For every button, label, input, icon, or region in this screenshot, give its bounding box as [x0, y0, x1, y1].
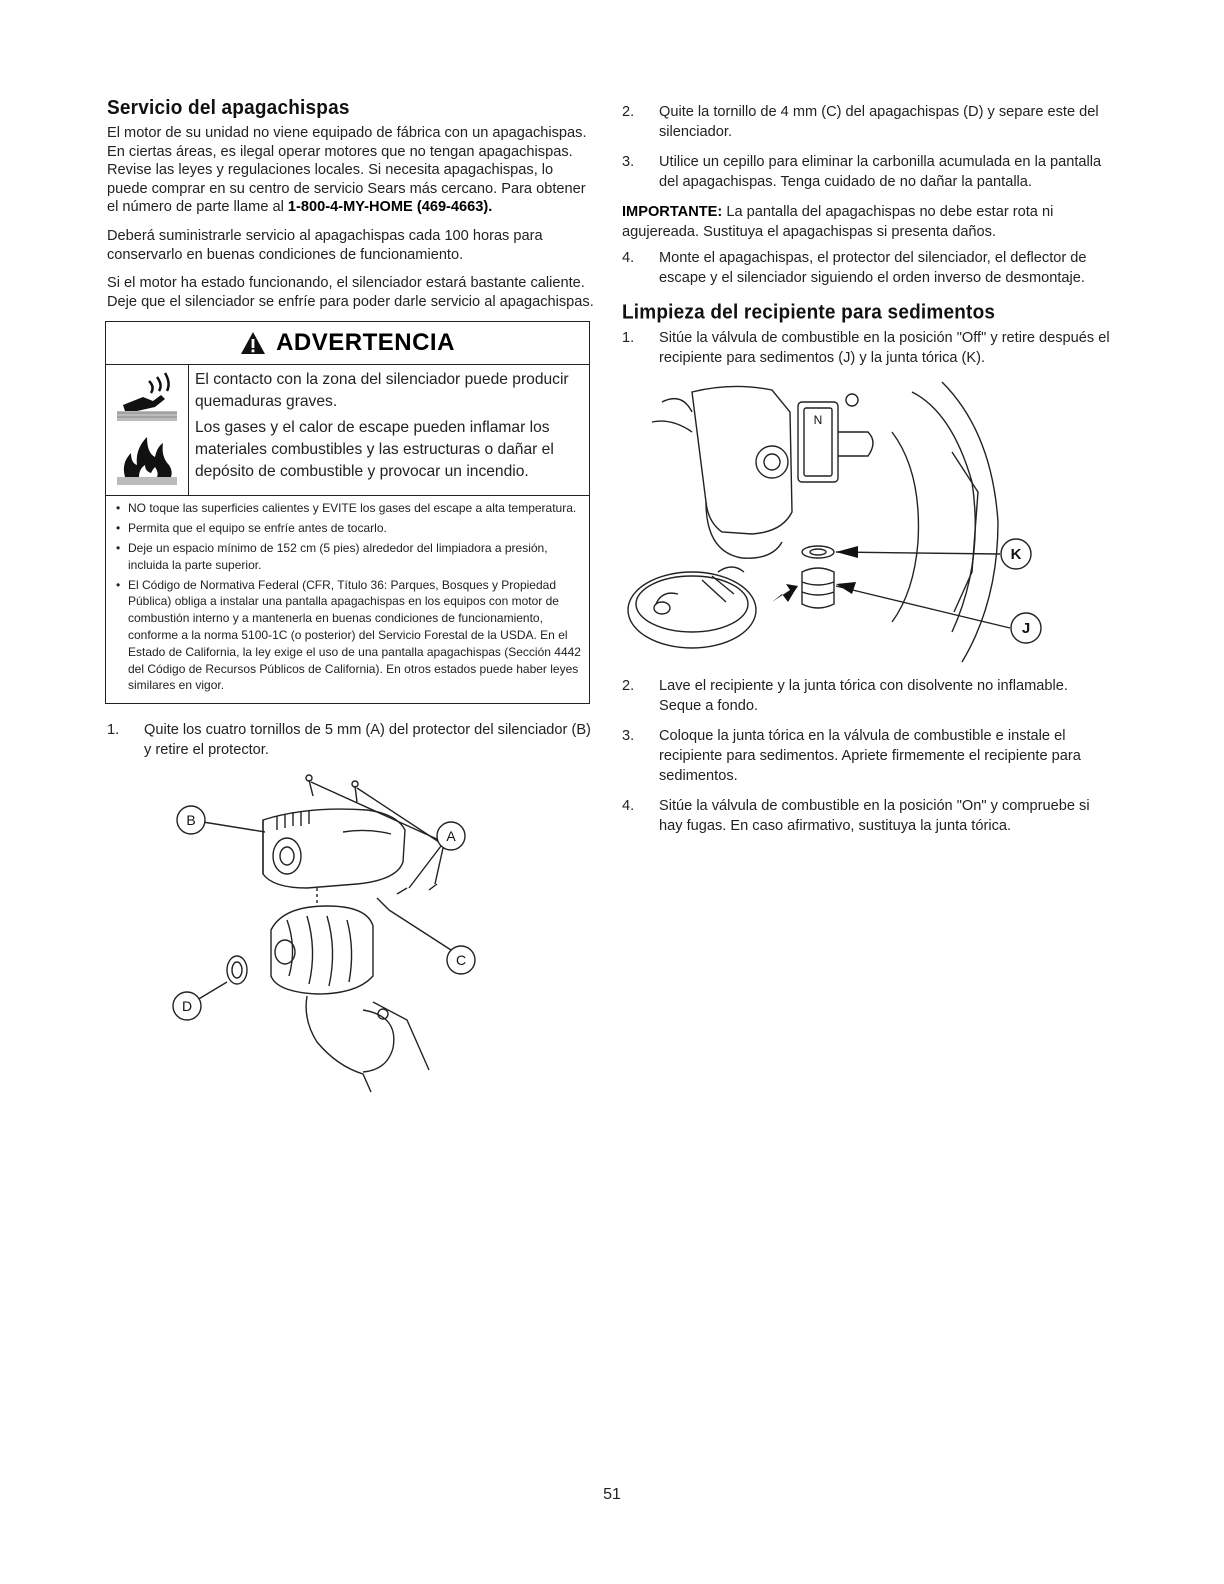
step-item: [622, 796, 1112, 836]
step-number: 1.: [622, 330, 635, 346]
steps-list-sediment-first: [622, 328, 1112, 368]
fire-icon: [113, 427, 181, 489]
sediment-bowl-diagram: [622, 372, 1092, 672]
warning-bullet: • Deje un espacio mínimo de 152 cm (5 pies) alrededor del limpiadora a presión, incluida la parte superior.: [114, 540, 581, 574]
label-c: C: [455, 952, 467, 969]
step-item: [622, 676, 1112, 716]
muffler-exploded-diagram: [167, 770, 587, 1100]
important-note: [622, 202, 1112, 242]
step-text: Lave el recipiente y la junta tórica con disolvente no inflamable. Seque a fondo.: [659, 678, 1068, 714]
step-number: 4.: [622, 798, 635, 814]
step-item: [622, 152, 1112, 192]
step-item: [622, 248, 1112, 288]
section-title-spark-arrester: Servicio del apagachispas: [107, 97, 350, 120]
step-number: 2.: [622, 104, 635, 120]
label-j: J: [1021, 620, 1031, 637]
intro-text: El motor de su unidad no viene equipado de fábrica con un apagachispas. En ciertas áreas, es ilegal operar motores que no tengan apagachispas. Revise las leyes y regulaciones locales. Si necesita apagachispas, lo puede comprar en su centro de servicio Sears más cercano. Para obtener el número de parte llame al: [107, 125, 587, 216]
warning-title: ADVERTENCIA: [276, 329, 455, 357]
warning-header: [106, 322, 589, 365]
step-text: Sitúe la válvula de combustible en la posición "Off" y retire después el recipiente para sedimentos (J) y la junta tórica (K).: [659, 330, 1110, 366]
label-d: D: [181, 998, 193, 1015]
step-item: [622, 726, 1112, 786]
page-number: 51: [603, 1486, 621, 1503]
warning-bullet: • Permita que el equipo se enfríe antes de tocarlo.: [114, 520, 581, 537]
step-number: 3.: [622, 154, 635, 170]
steps-list-left: [107, 720, 594, 760]
step-text: Sitúe la válvula de combustible en la posición "On" y compruebe si hay fugas. En caso afirmativo, sustituya la junta tórica.: [659, 798, 1090, 834]
steps-list-reassemble: [622, 248, 1112, 288]
step-text: Coloque la junta tórica en la válvula de combustible e instale el recipiente para sedimentos. Apriete firmemente el recipiente para sedimentos.: [659, 728, 1081, 784]
warning-bullet: • NO toque las superficies calientes y EVITE los gases del escape a alta temperatura.: [114, 500, 581, 517]
step-number: 3.: [622, 728, 635, 744]
hot-muffler-paragraph: Si el motor ha estado funcionando, el silenciador estará bastante caliente. Deje que el silenciador se enfríe para poder darle servicio al apagachispas.: [107, 275, 594, 310]
warning-box: [105, 321, 590, 704]
step-number: 2.: [622, 678, 635, 694]
steps-list-sediment: [622, 676, 1112, 836]
steps-list-arrester: [622, 102, 1112, 192]
step-item: [622, 102, 1112, 142]
right-column: [622, 98, 1112, 846]
section-title-sediment-bowl: Limpieza del recipiente para sedimentos: [622, 301, 996, 324]
label-k: K: [1010, 546, 1022, 563]
warning-icons: [106, 365, 189, 495]
phone-number: 1-800-4-MY-HOME (469-4663).: [287, 199, 493, 216]
label-b: B: [186, 812, 196, 829]
warning-hazards: [106, 365, 589, 496]
important-label: IMPORTANTE:: [622, 204, 723, 220]
step-number: 4.: [622, 250, 635, 266]
warning-hazard-texts: [189, 365, 589, 495]
step-text: Quite los cuatro tornillos de 5 mm (A) del protector del silenciador (B) y retire el protector.: [144, 722, 591, 759]
intro-paragraph: [107, 124, 594, 217]
warning-bullet-list: [106, 496, 589, 703]
hot-surface-icon: [113, 371, 181, 427]
important-text: La pantalla del apagachispas no debe estar rota ni agujereada. Sustituya el apagachispas si presenta daños.: [622, 204, 1054, 240]
left-column: [107, 98, 594, 1100]
step-item: [622, 328, 1112, 368]
label-a: A: [446, 828, 456, 845]
warning-bullet: • El Código de Normativa Federal (CFR, Título 36: Parques, Bosques y Propiedad Pública) obliga a instalar una pantalla apagachispas en los equipos con motor de combustión interno y a mantenerla en buenas condiciones de funcionamiento, conforme a la norma 5100-1C (o posterior) del Servicio Forestal de la USDA. En el Estado de California, la ley exige el uso de una pantalla apagachispas (Sección 4442 del Código de Recursos Públicos de California). En otros estados puede haber leyes similares en vigor.: [114, 577, 581, 695]
step-text: Utilice un cepillo para eliminar la carbonilla acumulada en la pantalla del apagachispas. Tenga cuidado de no dañar la pantalla.: [659, 154, 1102, 190]
step-number: 1.: [107, 722, 120, 739]
step-item: [107, 720, 594, 760]
warning-triangle-icon: [240, 331, 266, 355]
step-text: Monte el apagachispas, el protector del silenciador, el deflector de escape y el silenciador siguiendo el orden inverso de desmontaje.: [659, 250, 1087, 286]
service-interval-paragraph: Deberá suministrarle servicio al apagachispas cada 100 horas para conservarlo en buenas condiciones de funcionamiento.: [107, 227, 543, 263]
hazard-burns-text: El contacto con la zona del silenciador puede producir quemaduras graves.: [195, 371, 569, 411]
hazard-fire-text: Los gases y el calor de escape pueden inflamar los materiales combustibles y las estructuras o dañar el depósito de combustible y provocar un incendio.: [195, 419, 554, 481]
label-n: N: [813, 413, 823, 427]
step-text: Quite la tornillo de 4 mm (C) del apagachispas (D) y separe este del silenciador.: [659, 104, 1099, 140]
